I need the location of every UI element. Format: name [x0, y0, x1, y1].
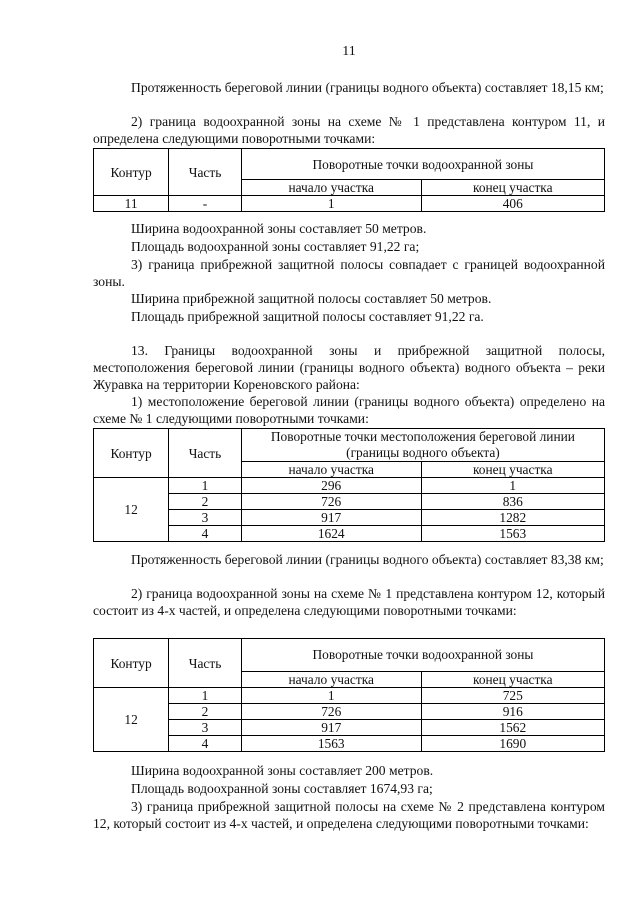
cell-end: 725 [421, 688, 604, 704]
protective-strip-paragraph-12: 3) граница прибрежной защитной полосы на схеме № 2 представлена контуром 12, который состоит из 4-х частей, и определена следующими поворотными точками: [93, 799, 605, 831]
header-turning-points: Поворотные точки водоохранной зоны [241, 149, 604, 180]
cell-contour: 12 [94, 478, 169, 542]
cell-end: 1 [421, 478, 604, 494]
table-water-zone-contour-12 [93, 638, 605, 752]
zone-area-paragraph: Площадь водоохранной зоны составляет 91,22 га; [131, 239, 420, 254]
table-row [94, 196, 605, 212]
table-coastline-contour-12 [93, 428, 605, 542]
water-zone-boundary-paragraph-12: 2) граница водоохранной зоны на схеме № 1 представлена контуром 12, который состоит из 4-х частей, и определена следующими поворотными точками: [93, 586, 605, 618]
zone-area-paragraph-12: Площадь водоохранной зоны составляет 1674,93 га; [131, 781, 433, 796]
cell-end: 1690 [421, 736, 604, 752]
header-part: Часть [169, 149, 242, 196]
header-section-start: начало участка [241, 180, 421, 196]
cell-start: 296 [241, 478, 421, 494]
cell-end: 1562 [421, 720, 604, 736]
table-row [94, 526, 605, 542]
cell-part: 3 [169, 720, 242, 736]
table-row [94, 736, 605, 752]
cell-start: 917 [241, 510, 421, 526]
coastline-location-paragraph: 1) местоположение береговой линии (границы водного объекта) определено на схеме № 1 следующими поворотными точками: [93, 394, 605, 426]
cell-part: 1 [169, 688, 242, 704]
cell-start: 1624 [241, 526, 421, 542]
header-part: Часть [169, 639, 242, 688]
page-number: 11 [342, 44, 356, 59]
cell-start: 1 [241, 688, 421, 704]
header-turning-points: Поворотные точки водоохранной зоны [241, 639, 604, 672]
table-row [94, 704, 605, 720]
table-contour-11 [93, 148, 605, 212]
header-section-end: конец участка [421, 180, 604, 196]
header-section-end: конец участка [421, 672, 604, 688]
header-section-end: конец участка [421, 462, 604, 478]
cell-end: 406 [421, 196, 604, 212]
cell-start: 917 [241, 720, 421, 736]
coastline-length-paragraph: Протяженность береговой линии (границы водного объекта) составляет 18,15 км; [131, 80, 604, 95]
cell-part: 4 [169, 736, 242, 752]
header-contour: Контур [94, 149, 169, 196]
table-row [94, 510, 605, 526]
zone-width-paragraph: Ширина водоохранной зоны составляет 50 метров. [131, 221, 427, 236]
coastline-length-paragraph-12: Протяженность береговой линии (границы водного объекта) составляет 83,38 км; [131, 552, 604, 567]
header-turning-points: Поворотные точки местоположения береговой линии (границы водного объекта) [241, 429, 604, 462]
cell-part: - [169, 196, 242, 212]
cell-end: 916 [421, 704, 604, 720]
strip-width-paragraph: Ширина прибрежной защитной полосы составляет 50 метров. [131, 291, 492, 306]
zone-width-paragraph-12: Ширина водоохранной зоны составляет 200 метров. [131, 763, 434, 778]
cell-start: 1563 [241, 736, 421, 752]
cell-part: 1 [169, 478, 242, 494]
header-section-start: начало участка [241, 462, 421, 478]
header-contour: Контур [94, 639, 169, 688]
header-section-start: начало участка [241, 672, 421, 688]
cell-end: 1282 [421, 510, 604, 526]
cell-end: 1563 [421, 526, 604, 542]
header-contour: Контур [94, 429, 169, 478]
cell-part: 2 [169, 494, 242, 510]
cell-contour: 11 [94, 196, 169, 212]
cell-part: 4 [169, 526, 242, 542]
water-zone-boundary-paragraph: 2) граница водоохранной зоны на схеме № 1 представлена контуром 11, и определена следующими поворотными точками: [93, 114, 605, 146]
table-row [94, 494, 605, 510]
cell-part: 2 [169, 704, 242, 720]
section-13-heading: 13. Границы водоохранной зоны и прибрежной защитной полосы, местоположения береговой линии (границы водного объекта) водного объекта – реки Журавка на территории Кореновского района: [93, 343, 605, 392]
cell-start: 726 [241, 494, 421, 510]
cell-end: 836 [421, 494, 604, 510]
protective-strip-paragraph: 3) граница прибрежной защитной полосы совпадает с границей водоохранной зоны. [93, 257, 605, 289]
table-row [94, 688, 605, 704]
cell-start: 1 [241, 196, 421, 212]
table-row [94, 478, 605, 494]
cell-contour: 12 [94, 688, 169, 752]
table-row [94, 720, 605, 736]
header-part: Часть [169, 429, 242, 478]
cell-start: 726 [241, 704, 421, 720]
strip-area-paragraph: Площадь прибрежной защитной полосы составляет 91,22 га. [131, 309, 484, 324]
cell-part: 3 [169, 510, 242, 526]
